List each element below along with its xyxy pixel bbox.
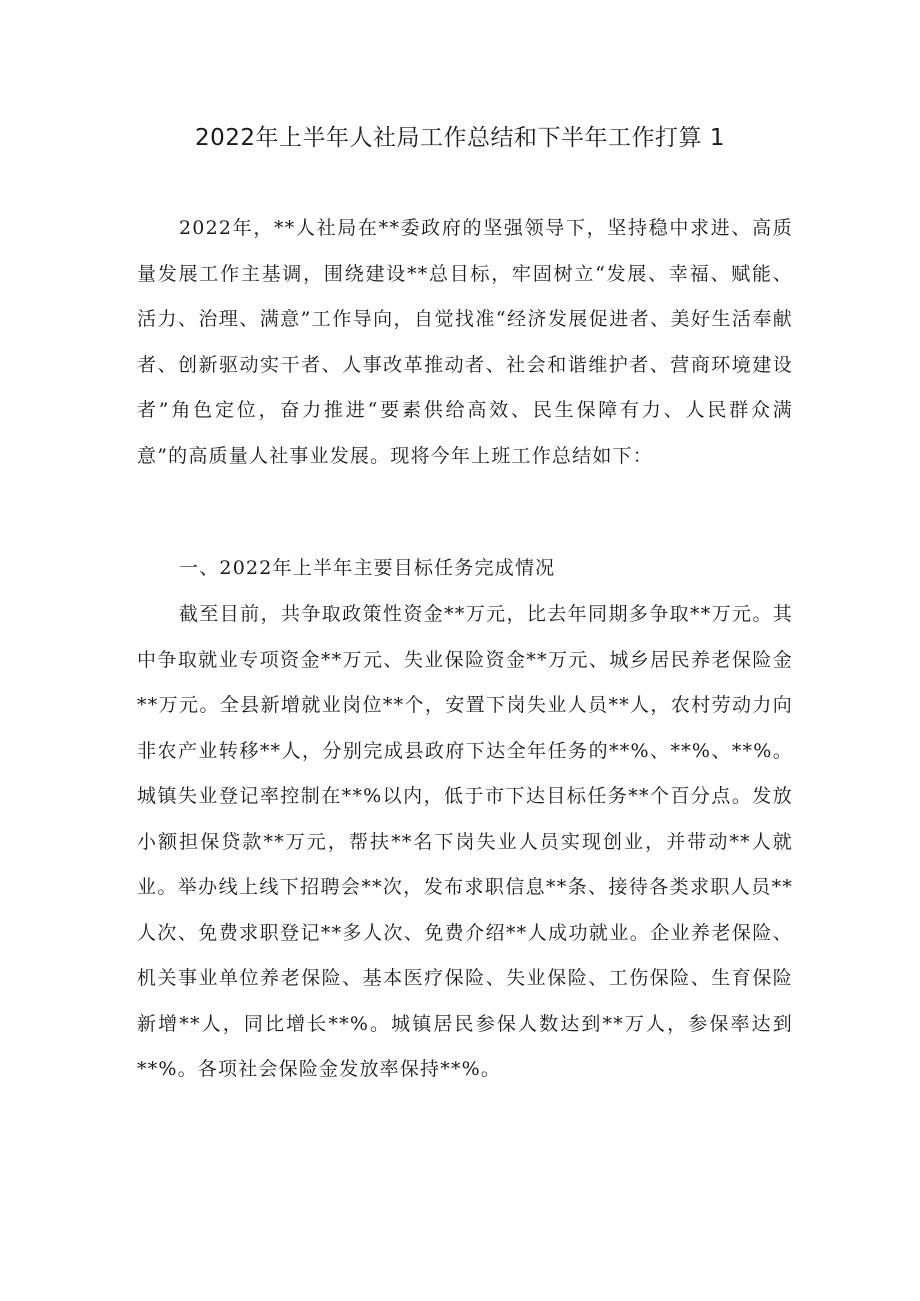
document-title: 2022年上半年人社局工作总结和下半年工作打算 1 (195, 125, 725, 151)
intro-paragraph: 2022年，**人社局在**委政府的坚强领导下，坚持稳中求进、高质量发展工作主基调，围绕建设**总目标，牢固树立“发展、幸福、赋能、活力、治理、满意”工作导向，自觉找准“经济发展促进者、美好生活奉献者、创新驱动实干者、人事改革推动者、社会和谐维护者、营商环境建设者”角色定位，奋力推进“要素供给高效、民生保障有力、人民群众满意”的高质量人社事业发展。现将今年上班工作总结如下： (137, 217, 793, 467)
section-heading: 一、2022年上半年主要目标任务完成情况 (179, 557, 556, 579)
summary-paragraph: 截至目前，共争取政策性资金**万元，比去年同期多争取**万元。其中争取就业专项资金**万元、失业保险资金**万元、城乡居民养老保险金**万元。全县新增就业岗位**个，安置下岗失业人员**人，农村劳动力向非农产业转移**人，分别完成县政府下达全年任务的**%、**%、**%。城镇失业登记率控制在**%以内，低于市下达目标任务**个百分点。发放小额担保贷款**万元，帮扶**名下岗失业人员实现创业，并带动**人就业。举办线上线下招聘会**次，发布求职信息**条、接待各类求职人员**人次、免费求职登记**多人次、免费介绍**人成功就业。企业养老保险、机关事业单位养老保险、基本医疗保险、失业保险、工伤保险、生育保险新增**人，同比增长**%。城镇居民参保人数达到**万人，参保率达到**%。各项社会保险金发放率保持**%。 (137, 603, 793, 1080)
